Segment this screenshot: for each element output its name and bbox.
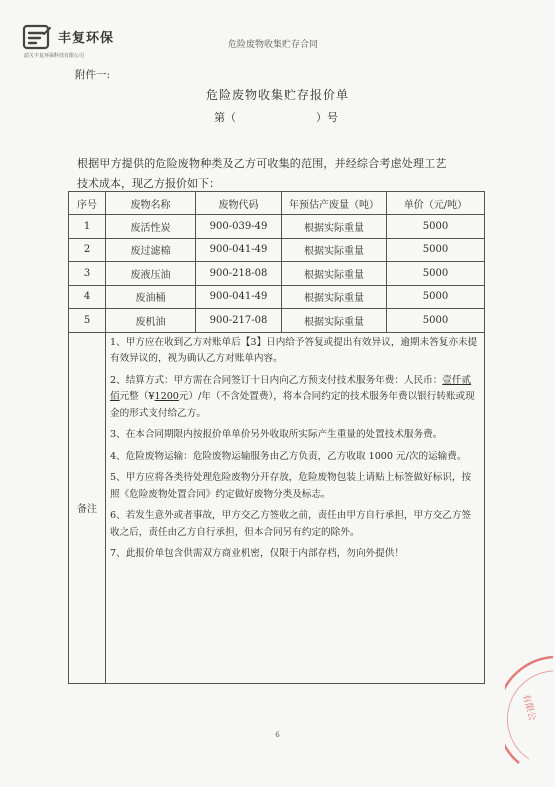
- note-4: 4、危险废物运输：危险废物运输服务由乙方负责，乙方收取 1000 元/次的运输费。: [110, 450, 467, 462]
- contract-header-title: 危险废物收集贮存合同: [228, 40, 319, 50]
- cell-price: 5000: [387, 262, 485, 286]
- cell-no: 1: [69, 215, 106, 239]
- company-subtitle: 韶关丰复环保科技有限公司: [24, 53, 85, 59]
- cell-waste-name: 废过滤棉: [106, 238, 196, 262]
- note-5: 5、甲方应将各类待处理危险废物分开存放，危险废物包装上请贴上标签做好标识，按照《危险废物处置合同》约定做好废物分类及标志。: [110, 472, 472, 500]
- header-waste-name: 废物名称: [106, 192, 196, 215]
- cell-price: 5000: [387, 215, 485, 239]
- cell-waste-code: 900-041-49: [196, 238, 282, 262]
- document-number: [214, 109, 338, 125]
- header-unit-price: 单价（元/吨）: [387, 192, 485, 215]
- cell-waste-name: 废活性炭: [106, 215, 196, 239]
- note-2-text-c: 元）/年（不含处置费），将本合同约定的技术服务年费以银行转账或现金的形式支付给乙方。: [110, 391, 475, 419]
- cell-amount: 根据实际重量: [282, 262, 387, 286]
- svg-text:有限公: 有限公: [520, 693, 537, 722]
- intro-line-2: 技术成本，现乙方报价如下：: [77, 177, 220, 190]
- cell-waste-name: 废液压油: [106, 262, 196, 286]
- table-header-row: [69, 192, 485, 215]
- cell-waste-name: 废机油: [106, 309, 196, 333]
- cell-amount: 根据实际重量: [282, 285, 387, 309]
- cell-no: 5: [69, 309, 106, 333]
- table-row: [69, 285, 485, 309]
- note-1: 1、甲方应在收到乙方对账单后【3】日内给予答复或提出有效异议，逾期未答复亦未提有效异议的，视为确认乙方对账单内容。: [110, 336, 478, 364]
- company-name: 丰复环保: [58, 31, 115, 46]
- page-number: 6: [275, 731, 280, 739]
- note-7: 7、此报价单包含供需双方商业机密，仅限于内部存档，勿向外提供！: [110, 548, 404, 559]
- note-6: 6、若发生意外或者事故，甲方交乙方签收之前，责任由甲方自行承担，甲方交乙方签收之后，责任由乙方自行承担，但本合同另有约定的除外。: [110, 510, 472, 538]
- header-waste-code: 废物代码: [196, 192, 282, 215]
- table-row: [69, 238, 485, 262]
- notes-label: 备注: [69, 332, 106, 683]
- company-logo: [22, 24, 132, 60]
- note-2: [110, 373, 478, 423]
- cell-no: 3: [69, 262, 106, 286]
- document-number-prefix: 第（: [214, 111, 236, 124]
- cell-price: 5000: [387, 285, 485, 309]
- table-row: [69, 215, 485, 239]
- quote-table: [68, 191, 485, 684]
- company-logo-icon: [22, 24, 54, 52]
- cell-amount: 根据实际重量: [282, 238, 387, 262]
- cell-waste-code: 900-217-08: [196, 309, 282, 333]
- document-number-suffix: ）号: [316, 111, 338, 124]
- note-2-amount-words: 壹仟贰佰: [110, 374, 472, 402]
- document-title: 危险废物收集贮存报价单: [205, 88, 349, 102]
- notes-content: [106, 332, 485, 683]
- note-2-text-b: 元整（¥: [119, 391, 155, 402]
- cell-no: 4: [69, 285, 106, 309]
- table-row: [69, 309, 485, 333]
- cell-waste-code: 900-041-49: [196, 285, 282, 309]
- company-seal-stamp: [505, 655, 555, 765]
- note-2-amount: 1200: [154, 391, 179, 402]
- header-annual-amount: 年预估产废量（吨）: [282, 192, 387, 215]
- header-no: 序号: [69, 192, 106, 215]
- note-2-text-a: 2、结算方式：甲方需在合同签订十日内向乙方预支付技术服务年费：人民币：: [110, 374, 443, 386]
- cell-waste-code: 900-218-08: [196, 262, 282, 286]
- cell-waste-name: 废油桶: [106, 285, 196, 309]
- cell-price: 5000: [387, 238, 485, 262]
- table-row: [69, 262, 485, 286]
- cell-amount: 根据实际重量: [282, 309, 387, 333]
- note-3: 3、在本合同期限内按报价单单价另外收取所实际产生重量的处置技术服务费。: [110, 429, 443, 440]
- cell-no: 2: [69, 238, 106, 262]
- cell-waste-code: 900-039-49: [196, 215, 282, 239]
- cell-price: 5000: [387, 309, 485, 333]
- notes-row: [69, 332, 485, 683]
- attachment-label: 附件一:: [75, 69, 111, 81]
- intro-line-1: 根据甲方提供的危险废物种类及乙方可收集的范围，并经综合考虑处理工艺: [77, 157, 447, 170]
- cell-amount: 根据实际重量: [282, 215, 387, 239]
